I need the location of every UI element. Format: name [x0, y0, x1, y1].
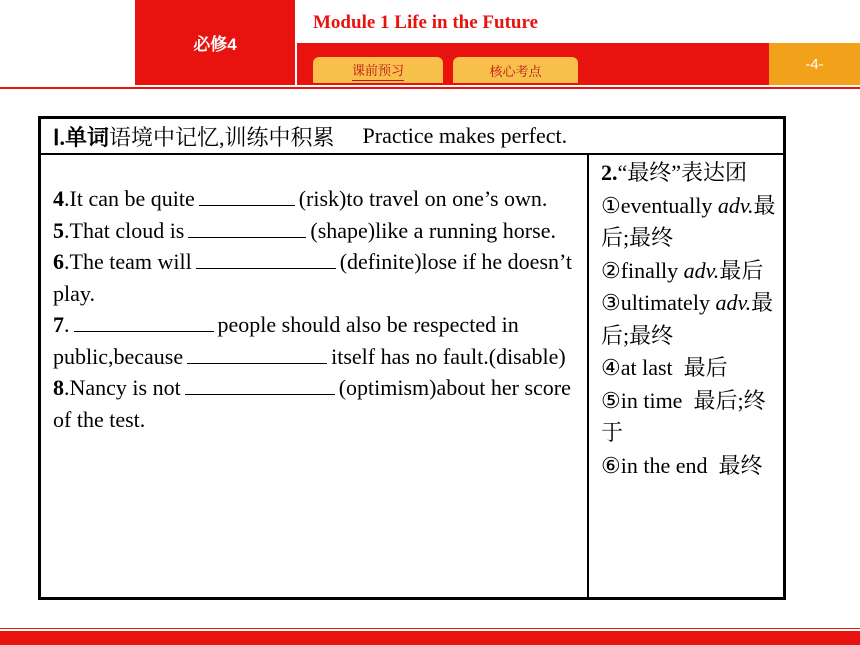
section-motto: Practice makes perfect.: [362, 123, 568, 148]
item-marker: ⑥: [601, 452, 621, 478]
page-number: [769, 43, 860, 85]
expression-heading-text: “最终”表达团: [617, 160, 748, 185]
item-pos: adv.: [717, 192, 754, 218]
expression-heading: [601, 157, 779, 190]
exercise-list: [53, 183, 573, 435]
item-meaning: 最后;最终: [601, 290, 774, 348]
expression-list: [601, 157, 779, 482]
exercise-number: 6: [53, 249, 64, 274]
column-divider: [587, 155, 589, 600]
header-divider: [0, 87, 860, 89]
item-phrase: in time: [620, 387, 683, 413]
exercise-text: people should also be respected in public,because: [53, 312, 519, 369]
item-meaning: 最后;最终: [601, 192, 776, 250]
section-heading: [41, 119, 783, 155]
tab-key-points-label: 核心考点: [489, 63, 542, 79]
item-phrase: at last: [620, 355, 673, 380]
item-meaning: 最后;终于: [601, 387, 766, 445]
tab-preview-label: 课前预习: [352, 60, 404, 81]
item-marker: ④: [601, 355, 621, 380]
item-marker: ②: [601, 257, 621, 283]
expression-item: [601, 287, 779, 352]
exercise-number: 8: [53, 375, 64, 400]
footer-bar: [0, 631, 860, 645]
tab-key-points[interactable]: [453, 57, 578, 83]
exercise-item: [53, 215, 573, 247]
item-marker: ③: [601, 290, 621, 315]
book-text: 必修4: [193, 35, 237, 54]
answer-blank[interactable]: [196, 246, 336, 269]
answer-blank[interactable]: [188, 215, 306, 238]
exercise-text: .It can be quite: [64, 186, 195, 211]
expression-item: [601, 352, 779, 385]
section-heading-bold: Ⅰ.单词: [53, 124, 109, 150]
exercise-number: 4: [53, 186, 64, 211]
item-pos: adv.: [683, 257, 720, 283]
expression-heading-num: 2.: [601, 160, 618, 185]
expression-item: [601, 190, 779, 255]
exercise-text: (risk)to travel on one’s own.: [298, 186, 548, 211]
item-phrase: finally: [620, 257, 679, 283]
exercise-text: .Nancy is not: [64, 375, 181, 400]
section-heading-rest: 语境中记忆,训练中积累: [109, 124, 335, 150]
exercise-text: (optimism)about her score of the test.: [53, 375, 571, 432]
book-label: [135, 0, 295, 85]
item-meaning: 最后: [683, 355, 728, 380]
header: [0, 0, 860, 90]
exercise-text: (definite)lose if he doesn’t play.: [53, 249, 573, 306]
exercise-box: [38, 116, 786, 600]
exercise-number: 7: [53, 312, 64, 337]
footer-divider: [0, 628, 860, 629]
expression-item: [601, 385, 779, 450]
tab-preview[interactable]: [313, 57, 443, 83]
answer-blank[interactable]: [187, 341, 327, 364]
item-meaning: 最后: [719, 257, 764, 283]
exercise-item: [53, 246, 573, 309]
exercise-text: (shape)like a running horse.: [310, 217, 556, 243]
exercise-text: .That cloud is: [64, 217, 185, 243]
exercise-text: itself has no fault.(disable): [331, 343, 566, 369]
page-number-text: -4-: [805, 55, 824, 73]
item-pos: adv.: [715, 290, 752, 315]
exercise-item: [53, 372, 573, 435]
answer-blank[interactable]: [185, 372, 335, 395]
item-phrase: in the end: [620, 452, 708, 478]
module-title: Module 1 Life in the Future: [313, 12, 539, 33]
exercise-item: [53, 309, 573, 372]
exercise-number: 5: [53, 217, 64, 243]
expression-item: [601, 450, 779, 483]
expression-item: [601, 255, 779, 288]
exercise-item: [53, 183, 573, 215]
answer-blank[interactable]: [74, 309, 214, 332]
exercise-text: .: [64, 312, 70, 337]
item-phrase: eventually: [620, 192, 713, 218]
item-marker: ①: [601, 192, 621, 218]
answer-blank[interactable]: [199, 183, 295, 206]
exercise-text: .The team will: [64, 249, 192, 274]
item-phrase: ultimately: [620, 290, 710, 315]
item-marker: ⑤: [601, 387, 621, 413]
item-meaning: 最终: [718, 452, 763, 478]
